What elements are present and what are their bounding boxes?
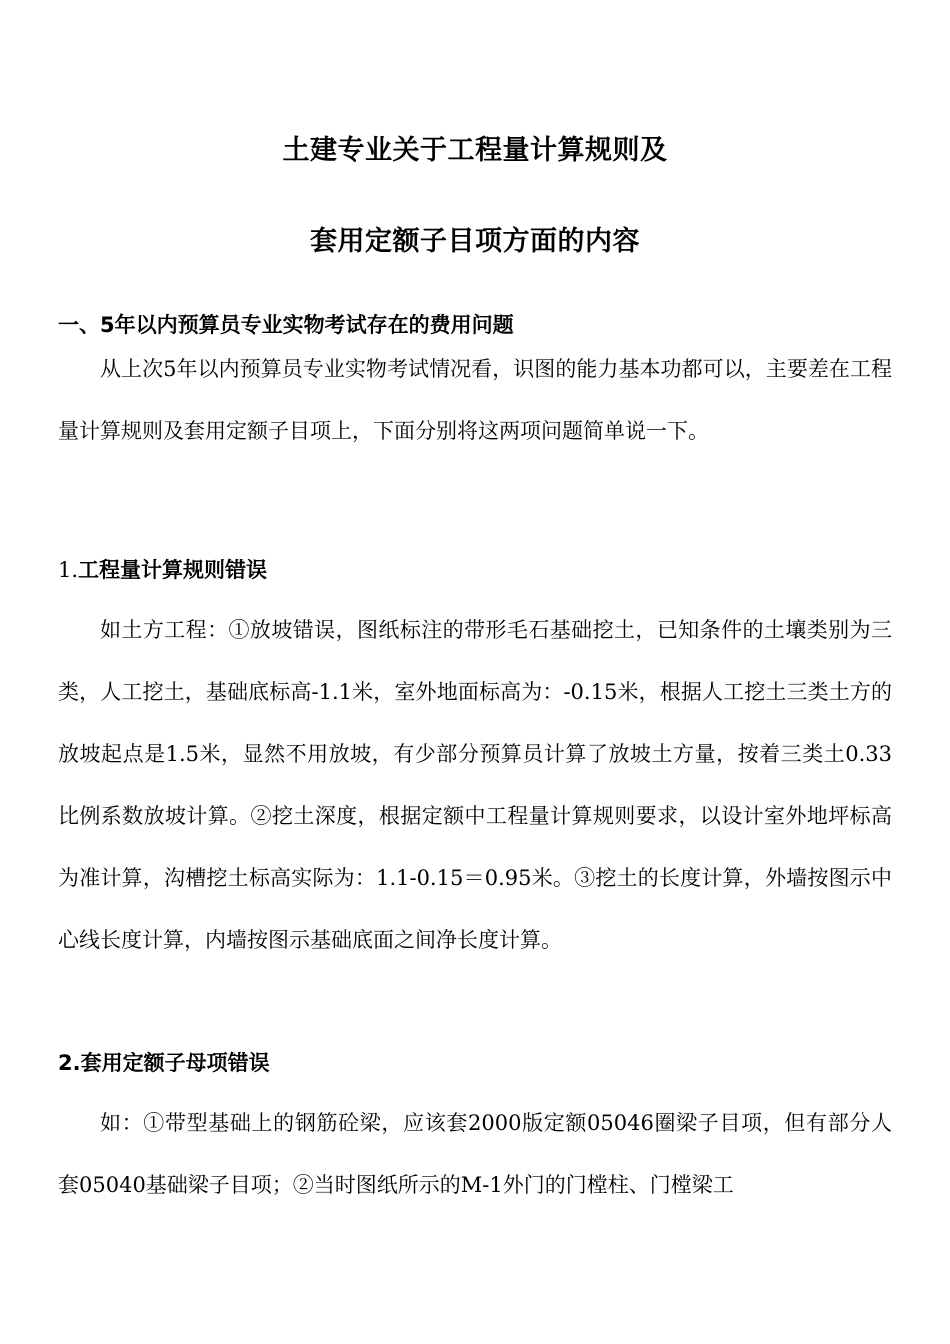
section-1-heading — [58, 310, 898, 340]
subsection-2-heading — [58, 1048, 898, 1078]
document-title-line-1: 土建专业关于工程量计算规则及 — [282, 135, 668, 166]
subsection-2-paragraph: 如：①带型基础上的钢筋砼梁，应该套2000版定额05046圈梁子目项，但有部分人套05040基础梁子目项；②当时图纸所示的M-1外门的门樘柱、门樘梁工 — [58, 1111, 892, 1197]
subsection-1-heading-text: 工程量计算规则错误 — [78, 558, 268, 582]
subsection-1-paragraph: 如土方工程：①放坡错误，图纸标注的带形毛石基础挖土，已知条件的土壤类别为三类，人工挖土，基础底标高-1.1米，室外地面标高为：-0.15米，根据人工挖土三类土方的放坡起点是1.5米，显然不用放坡，有少部分预算员计算了放坡土方量，按着三类土0.33比例系数放坡计算。②挖土深度，根据定额中工程量计算规则要求，以设计室外地坪标高为准计算，沟槽挖土标高实际为：1.1-0.15＝0.95米。③挖土的长度计算，外墙按图示中心线长度计算，内墙按图示基础底面之间净长度计算。 — [58, 618, 892, 952]
subsection-1-number: 1. — [58, 558, 79, 582]
document-title-line-2: 套用定额子目项方面的内容 — [310, 226, 640, 257]
section-1-heading-text: 一、5年以内预算员专业实物考试存在的费用问题 — [58, 313, 514, 337]
section-1-paragraph: 从上次5年以内预算员专业实物考试情况看，识图的能力基本功都可以，主要差在工程量计算规则及套用定额子目项上，下面分别将这两项问题简单说一下。 — [58, 357, 892, 443]
subsection-1-heading — [58, 555, 898, 585]
subsection-2-heading-text: 2.套用定额子母项错误 — [58, 1051, 270, 1075]
